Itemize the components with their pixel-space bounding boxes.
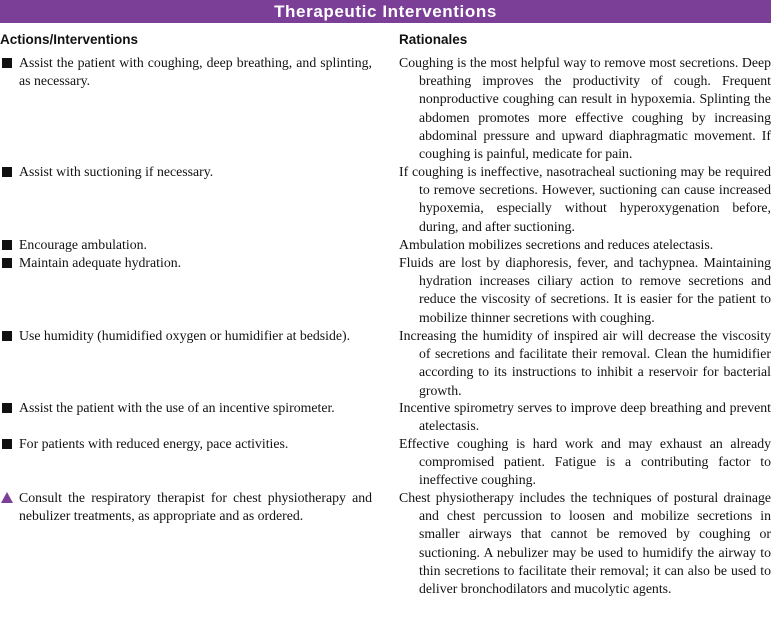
action-text: Assist with suctioning if necessary. [19,164,214,179]
action-item [0,54,372,90]
rationale-text: Chest physiotherapy includes the techniques of postural drainage and chest percussion to loosen and mobilize secretions in smaller airways that cannot be removed by coughing or suctioning. A nebulizer may be used to humidify the airway to thin secretions to facilitate their removal; it can also be used to deliver bronchodilators and mucolytic agents. [399,490,771,597]
section-title-banner: Therapeutic Interventions [0,0,771,23]
rationales-column-header: Rationales [399,32,468,47]
rationale-text: Increasing the humidity of inspired air will decrease the viscosity of secretions and facilitate their removal. Clean the humidifier according to its instructions to inhibit a reservoir for bacterial growth. [399,328,771,398]
rationale-text: If coughing is ineffective, nasotracheal suctioning may be required to remove secretions. However, suctioning can cause increased hypoxemia, especially without hyperoxygenation before, during, and after suctioning. [399,164,771,234]
rationale-text: Ambulation mobilizes secretions and reduces atelectasis. [399,237,714,252]
action-text: Use humidity (humidified oxygen or humidifier at bedside). [19,328,351,343]
action-text: Assist the patient with the use of an incentive spirometer. [19,400,335,415]
action-text: Assist the patient with coughing, deep breathing, and splinting, as necessary. [19,55,372,89]
action-text: Consult the respiratory therapist for chest physiotherapy and nebulizer treatments, as appropriate and as ordered. [19,490,372,524]
action-text: Encourage ambulation. [19,237,147,252]
action-text: Maintain adequate hydration. [19,255,182,270]
actions-column-header: Actions/Interventions [0,32,139,47]
rationale-text: Fluids are lost by diaphoresis, fever, and tachypnea. Maintaining hydration increases ciliary action to remove secretions and reduce the viscosity of secretions. It is easier for the patient to mobilize thinner secretions with coughing. [399,255,771,325]
action-item [0,435,372,453]
action-text: For patients with reduced energy, pace activities. [19,436,289,451]
action-item [0,236,372,254]
action-item [0,254,372,272]
action-item [0,489,372,525]
rationale-text: Effective coughing is hard work and may exhaust an already compromised patient. Fatigue is a contributing factor to ineffective coughing. [399,436,771,488]
action-item [0,399,372,417]
rationale-text: Incentive spirometry serves to improve deep breathing and prevent atelectasis. [399,400,771,434]
action-item [0,163,372,181]
rationale-text: Coughing is the most helpful way to remove most secretions. Deep breathing improves the productivity of cough. Frequent nonproductive coughing can result in hypoxemia. Splinting the abdomen promotes more effective coughing by increasing abdominal pressure and upward diaphragmatic movement. If coughing is painful, medicate for pain. [399,55,771,162]
action-item [0,327,372,345]
